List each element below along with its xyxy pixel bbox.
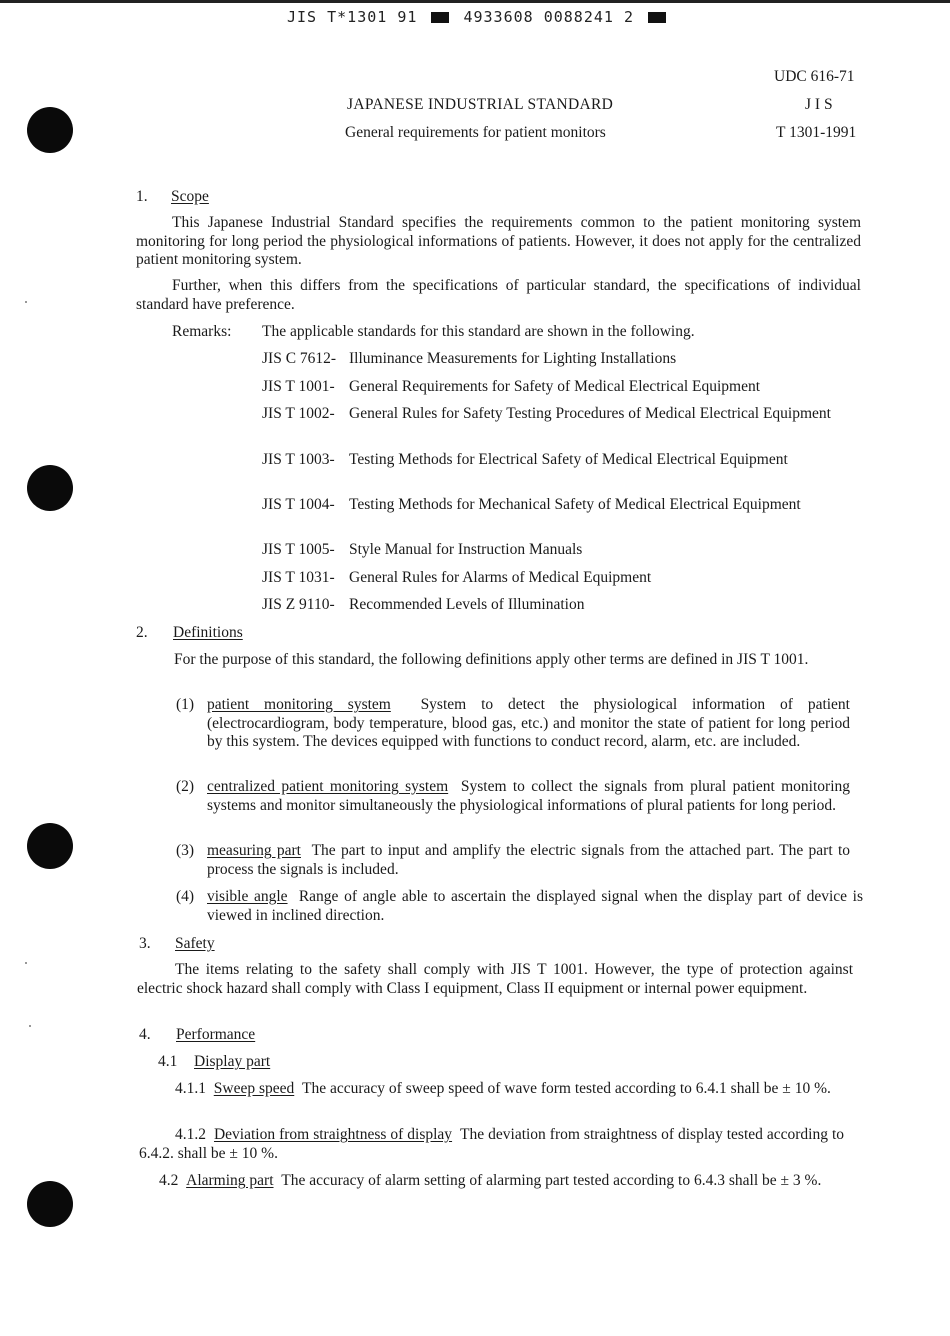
- ref-title: Testing Methods for Mechanical Safety of Medical Electrical Equipment: [349, 496, 801, 513]
- safety-paragraph: The items relating to the safety shall comply with JIS T 1001. However, the type of protection against electric shock hazard shall comply with Class I equipment, Class II equipment or internal power equipment.: [137, 961, 853, 997]
- ref-title: Recommended Levels of Illumination: [349, 596, 585, 613]
- remarks-label: Remarks:: [172, 323, 232, 340]
- definition-item-3: [207, 842, 850, 879]
- scan-batch: 4933608 0088241 2: [463, 8, 634, 26]
- scope-paragraph-1: This Japanese Industrial Standard specifies the requirements common to the patient monitoring system monitoring for long period the physiological informations of patients. However, it does not apply for the centralized patient monitoring system.: [136, 214, 861, 268]
- black-block-icon: [431, 12, 449, 23]
- black-block-icon: [648, 12, 666, 23]
- subsection-title-display-part: Display part: [194, 1053, 271, 1070]
- clause-text: The deviation from straightness of display tested according to 6.4.2. shall be ± 10 %.: [139, 1126, 845, 1162]
- clause-text: The accuracy of sweep speed of wave form tested according to 6.4.1 shall be ± 10 %.: [302, 1080, 831, 1097]
- section-number: 4.: [139, 1026, 151, 1043]
- ref-code: JIS T 1031-: [262, 569, 335, 586]
- section-number: 1.: [136, 188, 148, 205]
- definition-item-2: [207, 778, 850, 815]
- scan-edge-line: [0, 0, 950, 3]
- def-number: (3): [176, 842, 195, 859]
- def-text: System to detect the physiological information of patient (electrocardiogram, body temperature, blood gas, etc.) and monitor the state of patient for long period by this system. The devices equipped with functions to conduct record, alarm, etc. are included.: [207, 696, 850, 750]
- udc-number: UDC 616-71: [774, 68, 855, 85]
- ref-code: JIS T 1001-: [262, 378, 335, 395]
- ref-code: JIS T 1002-: [262, 405, 335, 422]
- section-title-performance: Performance: [176, 1026, 256, 1043]
- ref-code: JIS C 7612-: [262, 350, 337, 367]
- ref-code: JIS T 1005-: [262, 541, 335, 558]
- section-title-definitions: Definitions: [173, 624, 243, 641]
- def-text: The part to input and amplify the electric signals from the attached part. The part to process the signals is included.: [207, 842, 850, 878]
- clause-text: The accuracy of alarm setting of alarming part tested according to 6.4.3 shall be ± 3 %.: [281, 1172, 822, 1189]
- section-title-safety: Safety: [175, 935, 215, 952]
- definitions-intro: For the purpose of this standard, the following definitions apply other terms are defined in JIS T 1001.: [174, 651, 809, 668]
- section-number: 3.: [139, 935, 151, 952]
- def-term: visible angle: [207, 888, 288, 905]
- clause-title: Sweep speed: [213, 1080, 295, 1097]
- remarks-text: The applicable standards for this standard are shown in the following.: [262, 323, 695, 340]
- section-number: 2.: [136, 624, 148, 641]
- clause-4-1-2: [139, 1126, 844, 1163]
- clause-number: 4.1.1: [175, 1080, 206, 1097]
- document-title: General requirements for patient monitors: [345, 124, 606, 141]
- standard-number: T 1301-1991: [776, 124, 857, 141]
- scope-paragraph-2: Further, when this differs from the specifications of particular standard, the specifications of individual standard have preference.: [136, 277, 861, 313]
- def-term: patient monitoring system: [207, 696, 391, 713]
- ref-title: General Rules for Alarms of Medical Equipment: [349, 569, 652, 586]
- punch-hole-icon: [27, 1181, 73, 1227]
- punch-hole-icon: [27, 823, 73, 869]
- clause-4-1-1: [139, 1080, 844, 1099]
- scan-speck: [25, 962, 27, 964]
- def-number: (4): [176, 888, 195, 905]
- document-org: JAPANESE INDUSTRIAL STANDARD: [347, 96, 614, 113]
- jis-mark: J I S: [805, 96, 833, 113]
- ref-code: JIS Z 9110-: [262, 596, 335, 613]
- section-title-scope: Scope: [171, 188, 209, 205]
- clause-title: Alarming part: [186, 1172, 274, 1189]
- scan-speck: [29, 1025, 31, 1027]
- ref-title: General Rules for Safety Testing Procedures of Medical Electrical Equipment: [349, 405, 831, 422]
- punch-hole-icon: [27, 107, 73, 153]
- scan-code: JIS T*1301 91: [287, 8, 418, 26]
- clause-number: 4.1.2: [175, 1126, 206, 1143]
- ref-title: Testing Methods for Electrical Safety of Medical Electrical Equipment: [349, 451, 788, 468]
- clause-number: 4.2: [159, 1172, 179, 1189]
- ref-code: JIS T 1004-: [262, 496, 335, 513]
- ref-title: General Requirements for Safety of Medical Electrical Equipment: [349, 378, 761, 395]
- def-term: measuring part: [207, 842, 301, 859]
- ref-code: JIS T 1003-: [262, 451, 335, 468]
- scan-speck: [25, 301, 27, 303]
- punch-hole-icon: [27, 465, 73, 511]
- def-term: centralized patient monitoring system: [207, 778, 449, 795]
- ref-title: Style Manual for Instruction Manuals: [349, 541, 583, 558]
- def-text: Range of angle able to ascertain the displayed signal when the display part of device is viewed in inclined direction.: [207, 888, 863, 924]
- clause-4-2: [139, 1172, 844, 1191]
- definition-item-4: [207, 888, 863, 925]
- definition-item-1: [207, 696, 850, 752]
- def-number: (1): [176, 696, 195, 713]
- def-text: System to collect the signals from plural patient monitoring systems and monitor simultaneously the physiological informations of plural patients for long period.: [207, 778, 850, 814]
- ref-title: Illuminance Measurements for Lighting Installations: [349, 350, 677, 367]
- subsection-number: 4.1: [158, 1053, 178, 1070]
- clause-title: Deviation from straightness of display: [213, 1126, 453, 1143]
- def-number: (2): [176, 778, 195, 795]
- scan-header-code: [287, 8, 670, 27]
